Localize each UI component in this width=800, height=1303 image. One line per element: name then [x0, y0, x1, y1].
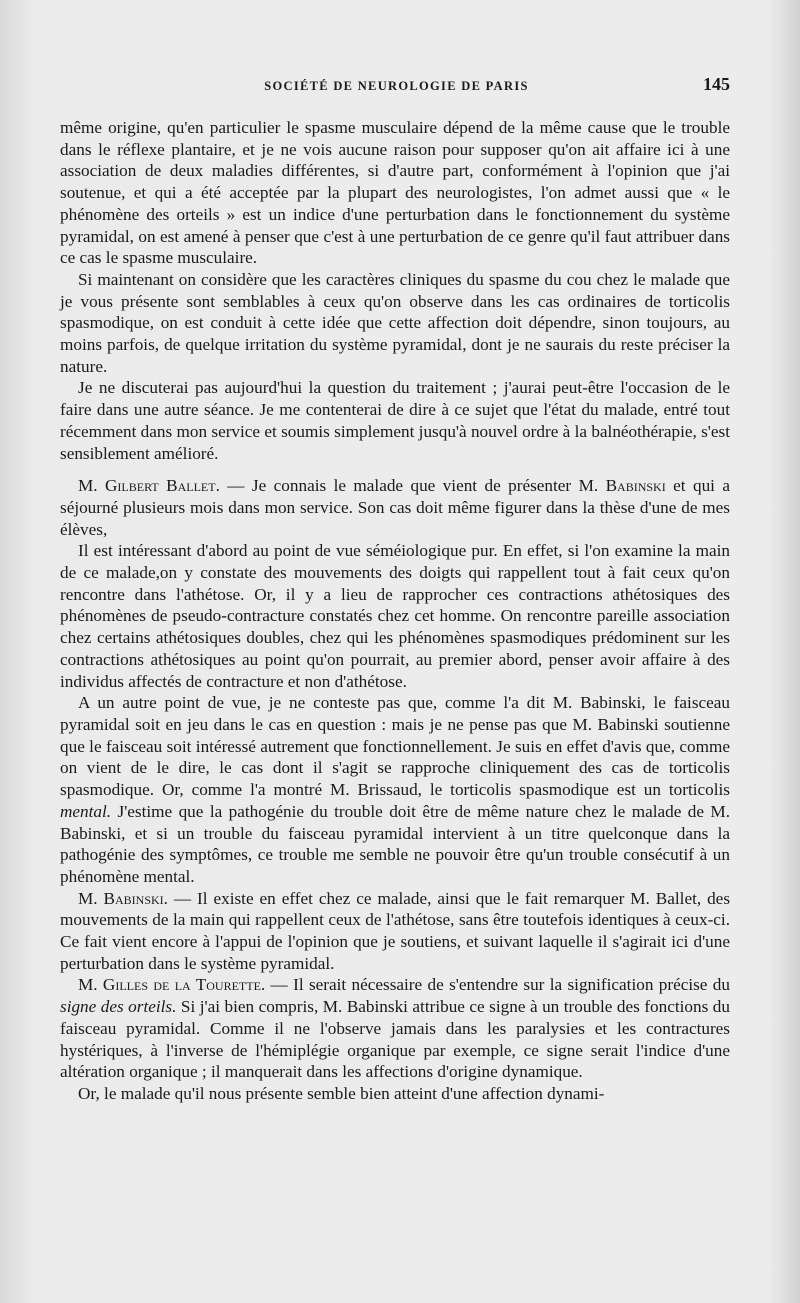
italic-term: signe des orteils.	[60, 997, 177, 1017]
running-title: SOCIÉTÉ DE NEUROLOGIE DE PARIS	[264, 79, 529, 93]
speaker-name: M. Babinski.	[78, 888, 168, 908]
paragraph-5: Il est intéressant d'abord au point de vue séméiologique pur. En effet, si l'on examine la main de ce malade,on y constate des mouvements des doigts qui rappellent tout à fait ceux qu'on rencontre dans l'athétose. Or, il y a lieu de rapprocher ces contractions athétosiques des phénomènes de pseudo-contracture constatés chez cet homme. On rencontre pareille association chez certains athétosiques doubles, chez qui les phénomènes spasmodiques prédominent sur les contractions athétosiques au point qu'on pourrait, au premier abord, penser avoir affaire à des individus affectés de contracture et non d'athétose.	[60, 541, 730, 691]
paragraph-6: A un autre point de vue, je ne conteste pas que, comme l'a dit M. Babinski, le faisceau pyramidal soit en jeu dans le cas en question : mais je ne pense pas que M. Babinski soutienne que le faisceau soit intéressé autrement que fonctionnellement. Je suis en effet d'avis que, comme on vient de le dire, le cas dont il s'agit se rapproche cliniquement des cas de torticolis spasmodique. Or, comme l'a montré M. Brissaud, le torticolis spasmodique est un torticolis mental. J'estime que la pathogénie du trouble doit être de même nature chez le malade de M. Babinski, et si un trouble du faisceau pyramidal intervient à un titre quelconque dans la pathogénie des symptômes, ce trouble me semble ne pouvoir être qu'un trouble consécutif à un phénomène mental.	[60, 693, 730, 886]
paragraph-tourette: M. Gilles de la Tourette. — Il serait nécessaire de s'entendre sur la signification précise du signe des orteils. Si j'ai bien compris, M. Babinski attribue ce signe à un trouble des fonctions du faisceau pyramidal. Comme il ne l'observe jamais dans les paralysies et les contractures hystériques, à l'inverse de l'hémiplégie organique par exemple, ce signe serait l'indice d'une altération organique ; il manquerait dans les affections d'origine dynamique.	[60, 975, 730, 1082]
paragraph-babinski: M. Babinski. — Il existe en effet chez ce malade, ainsi que le fait remarquer M. Ballet, des mouvements de la main qui rappellent ceux de l'athétose, sans être toutefois identiques à ceux-ci. Ce fait vient encore à l'appui de l'opinion que je soutiens, et suivant laquelle il s'agirait ici d'une perturbation dans le système pyramidal.	[60, 888, 731, 973]
speaker-name: Babinski	[605, 476, 666, 496]
body-text	[60, 117, 730, 1105]
paragraph-2: Si maintenant on considère que les caractères cliniques du spasme du cou chez le malade que je vous présente sont semblables à ceux qu'on observe dans les cas ordinaires de torticolis spasmodique, on est conduit à cette idée que cette affection doit dépendre, sinon toujours, au moins parfois, de quelque irritation du système pyramidal, dont je ne saurais du reste préciser la nature.	[60, 269, 730, 376]
paragraph-1: même origine, qu'en particulier le spasme musculaire dépend de la même cause que le trouble dans le réflexe plantaire, et je ne vois aucune raison pour supposer qu'on ait affaire ici à une association de deux maladies différentes, si d'autre part, conformément à l'opinion que j'ai soutenue, et qui a été acceptée par la plupart des neurologistes, l'on admet aussi que « le phénomène des orteils » est un indice d'une perturbation dans le fonctionnement du système pyramidal, on est amené à penser que c'est à une perturbation de ce genre qu'il faut attribuer dans ce cas le spasme musculaire.	[60, 118, 730, 268]
paragraph-3: Je ne discuterai pas aujourd'hui la question du traitement ; j'aurai peut-être l'occasion de le faire dans une autre séance. Je me contenterai de dire à ce sujet que l'état du malade, entré tout récemment dans mon service et soumis simplement jusqu'à nouvel ordre à la balnéothérapie, s'est sensiblement amélioré.	[60, 378, 730, 463]
page-number: 145	[703, 74, 730, 94]
italic-term: mental.	[60, 801, 112, 821]
paragraph-ballet-intro: M. Gilbert Ballet. — Je connais le malade que vient de présenter M. Babinski et qui a séjourné plusieurs mois dans mon service. Son cas doit même figurer dans la thèse d'une de mes élèves,	[60, 476, 730, 539]
paragraph-9: Or, le malade qu'il nous présente semble bien atteint d'une affection dynami-	[78, 1083, 605, 1103]
speaker-name: M. Gilles de la Tourette.	[78, 975, 266, 995]
speaker-name: M. Gilbert Ballet.	[78, 476, 220, 496]
running-header	[60, 74, 730, 95]
